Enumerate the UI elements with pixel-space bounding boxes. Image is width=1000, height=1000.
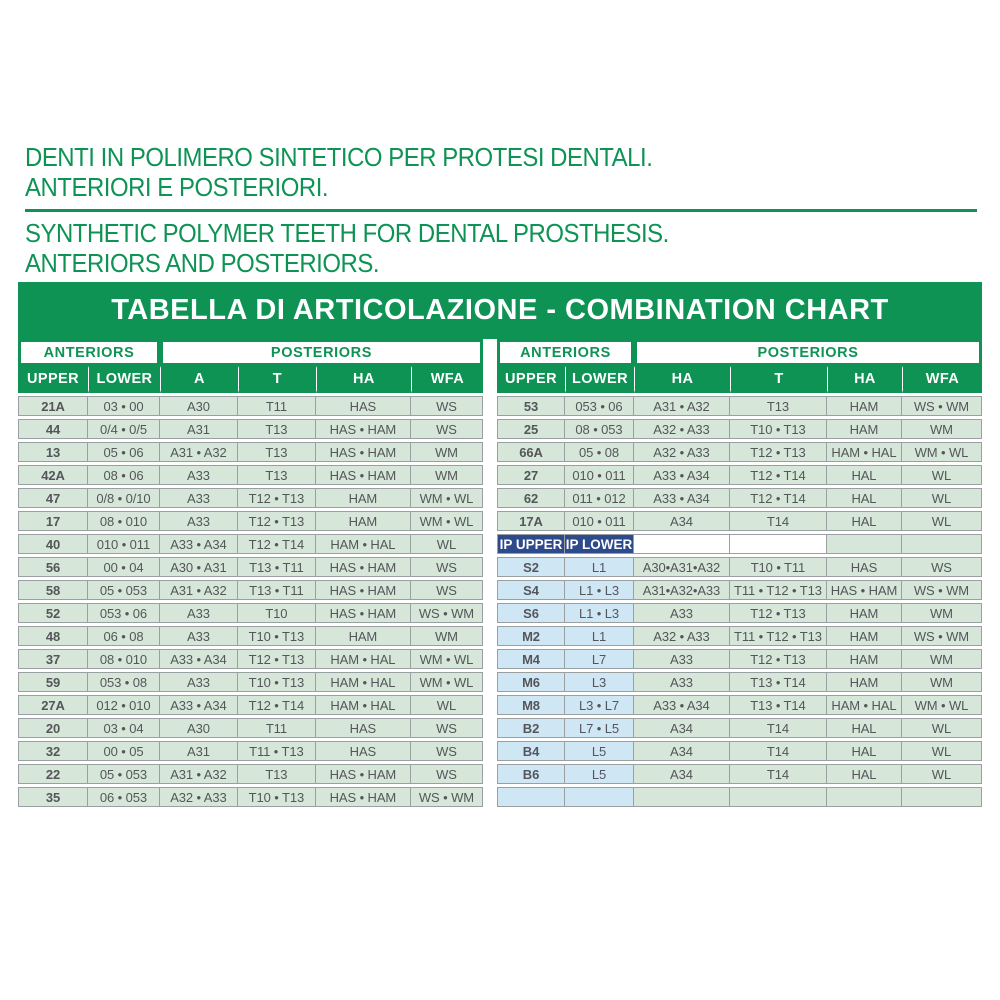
data-cell: A32 • A33 <box>634 626 730 646</box>
row-label-cell: 58 <box>18 580 88 600</box>
data-cell: 053 • 06 <box>88 603 160 623</box>
row-label-cell: 40 <box>18 534 88 554</box>
data-cell: HAM <box>827 603 902 623</box>
data-cell: WL <box>902 764 982 784</box>
row-label-cell: 52 <box>18 603 88 623</box>
row-label-cell: 35 <box>18 787 88 807</box>
data-cell: A32 • A33 <box>634 442 730 462</box>
col-header-upper: UPPER <box>18 366 88 393</box>
row-label-cell: M4 <box>497 649 565 669</box>
data-cell: A30 • A31 <box>160 557 238 577</box>
data-cell: HAS <box>316 718 411 738</box>
col-header-wfa: WFA <box>411 366 483 393</box>
row-label-cell: 27 <box>497 465 565 485</box>
data-cell: A33 <box>160 603 238 623</box>
data-cell: 010 • 011 <box>88 534 160 554</box>
data-cell: HAM <box>827 626 902 646</box>
right-table-body <box>497 393 982 810</box>
data-cell: A31 • A32 <box>160 580 238 600</box>
data-cell: T13 <box>238 764 316 784</box>
data-cell: T12 • T13 <box>238 649 316 669</box>
table-row <box>18 695 483 715</box>
data-cell: WS • WM <box>411 603 483 623</box>
table-row <box>497 603 982 623</box>
data-cell: T14 <box>730 741 827 761</box>
row-label-cell: S4 <box>497 580 565 600</box>
table-row <box>18 626 483 646</box>
row-label-cell: S6 <box>497 603 565 623</box>
data-cell: L1 <box>565 626 634 646</box>
data-cell: A33 • A34 <box>160 534 238 554</box>
data-cell: HAM • HAL <box>316 534 411 554</box>
combination-chart <box>18 282 982 810</box>
data-cell: HAS <box>316 741 411 761</box>
data-cell <box>634 534 730 554</box>
data-cell: HAS • HAM <box>316 465 411 485</box>
data-cell: WS <box>411 764 483 784</box>
data-cell <box>827 787 902 807</box>
group-header-posteriors: POSTERIORS <box>160 339 483 366</box>
left-table <box>18 339 483 810</box>
table-row <box>497 626 982 646</box>
table-row <box>497 764 982 784</box>
data-cell: HAM <box>827 396 902 416</box>
data-cell: WS • WM <box>902 626 982 646</box>
data-cell: HAL <box>827 741 902 761</box>
group-header-anteriors: ANTERIORS <box>18 339 160 366</box>
data-cell: A33 <box>160 672 238 692</box>
right-table <box>497 339 982 810</box>
data-cell: HAM <box>827 672 902 692</box>
table-row <box>18 488 483 508</box>
col-header-lower: LOWER <box>88 366 160 393</box>
data-cell: HAS <box>827 557 902 577</box>
data-cell: A33 • A34 <box>160 695 238 715</box>
row-label-cell: 17 <box>18 511 88 531</box>
row-label-cell: 32 <box>18 741 88 761</box>
data-cell: L7 <box>565 649 634 669</box>
data-cell: HAL <box>827 465 902 485</box>
divider-line <box>25 209 977 212</box>
table-row <box>497 442 982 462</box>
data-cell: WM <box>411 442 483 462</box>
table-row <box>18 672 483 692</box>
data-cell: 00 • 04 <box>88 557 160 577</box>
data-cell: 08 • 053 <box>565 419 634 439</box>
data-cell: T10 • T13 <box>238 626 316 646</box>
data-cell <box>730 534 827 554</box>
heading-english-line1: SYNTHETIC POLYMER TEETH FOR DENTAL PROSTHESIS. <box>25 218 669 248</box>
row-label-cell: 59 <box>18 672 88 692</box>
table-row <box>497 511 982 531</box>
row-label-cell: 20 <box>18 718 88 738</box>
data-cell: A33 <box>634 672 730 692</box>
data-cell: HAS • HAM <box>316 603 411 623</box>
data-cell: HAL <box>827 488 902 508</box>
data-cell: WM • WL <box>902 695 982 715</box>
data-cell: 05 • 06 <box>88 442 160 462</box>
data-cell: HAL <box>827 511 902 531</box>
data-cell <box>730 787 827 807</box>
data-cell: A30•A31•A32 <box>634 557 730 577</box>
data-cell: L1 • L3 <box>565 580 634 600</box>
table-row <box>497 718 982 738</box>
row-label-cell: 53 <box>497 396 565 416</box>
data-cell: T13 • T11 <box>238 580 316 600</box>
table-row <box>497 419 982 439</box>
data-cell: WS <box>902 557 982 577</box>
data-cell <box>902 534 982 554</box>
row-label-cell: 62 <box>497 488 565 508</box>
data-cell: A33 <box>160 488 238 508</box>
data-cell: HAM • HAL <box>827 695 902 715</box>
data-cell: L3 <box>565 672 634 692</box>
data-cell: T12 • T13 <box>238 488 316 508</box>
heading-english-line2: ANTERIORS AND POSTERIORS. <box>25 248 380 278</box>
data-cell: A34 <box>634 511 730 531</box>
data-cell: WM • WL <box>411 511 483 531</box>
data-cell: T13 • T11 <box>238 557 316 577</box>
table-row <box>18 465 483 485</box>
row-label-cell: IP UPPER <box>497 534 565 554</box>
data-cell: T13 <box>238 442 316 462</box>
row-label-cell: 27A <box>18 695 88 715</box>
data-cell: WL <box>411 534 483 554</box>
table-row <box>18 419 483 439</box>
table-row <box>18 649 483 669</box>
data-cell: T14 <box>730 718 827 738</box>
data-cell: 00 • 05 <box>88 741 160 761</box>
data-cell: HAS • HAM <box>316 419 411 439</box>
data-cell: L5 <box>565 764 634 784</box>
data-cell: T12 • T13 <box>730 649 827 669</box>
data-cell: T12 • T13 <box>730 442 827 462</box>
data-cell: T12 • T14 <box>730 465 827 485</box>
data-cell: WM <box>902 649 982 669</box>
row-label-cell: S2 <box>497 557 565 577</box>
data-cell: A32 • A33 <box>634 419 730 439</box>
data-cell: WS <box>411 419 483 439</box>
data-cell: 010 • 011 <box>565 511 634 531</box>
data-cell: 012 • 010 <box>88 695 160 715</box>
data-cell: WM <box>902 672 982 692</box>
table-row <box>497 465 982 485</box>
table-row <box>18 396 483 416</box>
data-cell: HAS <box>316 396 411 416</box>
data-cell <box>902 787 982 807</box>
data-cell: A33 <box>160 511 238 531</box>
data-cell: A31•A32•A33 <box>634 580 730 600</box>
data-cell: A34 <box>634 741 730 761</box>
data-cell: A33 • A34 <box>634 488 730 508</box>
data-cell: A33 <box>634 603 730 623</box>
table-row <box>18 442 483 462</box>
left-table-body <box>18 393 483 810</box>
data-cell: T13 <box>238 465 316 485</box>
data-cell: T11 • T13 <box>238 741 316 761</box>
data-cell: T12 • T13 <box>730 603 827 623</box>
data-cell: A33 <box>160 626 238 646</box>
data-cell <box>565 787 634 807</box>
data-cell: WS <box>411 580 483 600</box>
data-cell: T10 • T13 <box>730 419 827 439</box>
data-cell: A33 • A34 <box>160 649 238 669</box>
data-cell: WS <box>411 741 483 761</box>
table-row <box>18 718 483 738</box>
data-cell: HAM • HAL <box>316 695 411 715</box>
data-cell: HAM <box>827 649 902 669</box>
row-label-cell: M8 <box>497 695 565 715</box>
data-cell: HAM • HAL <box>827 442 902 462</box>
data-cell: 03 • 00 <box>88 396 160 416</box>
col-header-a: A <box>160 366 238 393</box>
table-row <box>497 787 982 807</box>
data-cell: HAM <box>316 488 411 508</box>
col-header-wfa: WFA <box>902 366 982 393</box>
data-cell: T13 • T14 <box>730 672 827 692</box>
data-cell: A32 • A33 <box>160 787 238 807</box>
data-cell: WM <box>411 465 483 485</box>
data-cell: WL <box>902 741 982 761</box>
data-cell: WM • WL <box>411 672 483 692</box>
page-headings <box>25 142 982 278</box>
data-cell: IP LOWER <box>565 534 634 554</box>
data-cell: 0/4 • 0/5 <box>88 419 160 439</box>
group-header-anteriors: ANTERIORS <box>497 339 634 366</box>
data-cell: T10 • T11 <box>730 557 827 577</box>
table-row <box>497 741 982 761</box>
table-row <box>497 672 982 692</box>
data-cell: T14 <box>730 764 827 784</box>
data-cell: WS • WM <box>411 787 483 807</box>
data-cell: A30 <box>160 396 238 416</box>
right-table-header <box>497 339 982 393</box>
data-cell: WS • WM <box>902 580 982 600</box>
data-cell: HAS • HAM <box>316 787 411 807</box>
data-cell: 05 • 053 <box>88 764 160 784</box>
data-cell: HAM <box>827 419 902 439</box>
row-label-cell: B6 <box>497 764 565 784</box>
data-cell: T11 • T12 • T13 <box>730 626 827 646</box>
data-cell: 05 • 08 <box>565 442 634 462</box>
data-cell: 08 • 06 <box>88 465 160 485</box>
data-cell: L3 • L7 <box>565 695 634 715</box>
data-cell: 0/8 • 0/10 <box>88 488 160 508</box>
data-cell: T11 • T12 • T13 <box>730 580 827 600</box>
data-cell: HAS • HAM <box>316 764 411 784</box>
table-row <box>18 580 483 600</box>
data-cell: A34 <box>634 764 730 784</box>
data-cell: L1 • L3 <box>565 603 634 623</box>
table-row <box>18 534 483 554</box>
data-cell: HAL <box>827 718 902 738</box>
row-label-cell: B4 <box>497 741 565 761</box>
data-cell: WS • WM <box>902 396 982 416</box>
data-cell: WM <box>902 419 982 439</box>
row-label-cell: 22 <box>18 764 88 784</box>
data-cell: WL <box>411 695 483 715</box>
data-cell: T14 <box>730 511 827 531</box>
data-cell: WM • WL <box>902 442 982 462</box>
data-cell: 010 • 011 <box>565 465 634 485</box>
row-label-cell: 25 <box>497 419 565 439</box>
row-label-cell: 47 <box>18 488 88 508</box>
data-cell: A31 <box>160 419 238 439</box>
data-cell: T13 <box>238 419 316 439</box>
col-header-t: T <box>238 366 316 393</box>
data-cell: WL <box>902 488 982 508</box>
data-cell: A31 • A32 <box>160 442 238 462</box>
chart-tables <box>18 339 982 810</box>
column-header-row <box>497 366 982 393</box>
data-cell: T12 • T14 <box>238 534 316 554</box>
row-label-cell: 37 <box>18 649 88 669</box>
row-label-cell: 48 <box>18 626 88 646</box>
data-cell: WL <box>902 718 982 738</box>
row-label-cell: 42A <box>18 465 88 485</box>
data-cell: 06 • 053 <box>88 787 160 807</box>
data-cell: WS <box>411 557 483 577</box>
data-cell: HAS • HAM <box>316 557 411 577</box>
table-row <box>18 511 483 531</box>
data-cell: T12 • T13 <box>238 511 316 531</box>
data-cell: A33 <box>160 465 238 485</box>
group-header-row <box>497 339 982 366</box>
data-cell: 05 • 053 <box>88 580 160 600</box>
group-header-row <box>18 339 483 366</box>
data-cell: A31 • A32 <box>160 764 238 784</box>
heading-italian-line2: ANTERIORI E POSTERIORI. <box>25 172 329 202</box>
row-label-cell: 56 <box>18 557 88 577</box>
row-label-cell: 17A <box>497 511 565 531</box>
data-cell: 08 • 010 <box>88 511 160 531</box>
data-cell: HAS • HAM <box>827 580 902 600</box>
data-cell: T13 • T14 <box>730 695 827 715</box>
data-cell: L5 <box>565 741 634 761</box>
row-label-cell: 44 <box>18 419 88 439</box>
col-header-ha-2: HA <box>827 366 902 393</box>
table-row <box>497 557 982 577</box>
data-cell: A33 <box>634 649 730 669</box>
row-label-cell: 21A <box>18 396 88 416</box>
row-label-cell: M6 <box>497 672 565 692</box>
left-table-header <box>18 339 483 393</box>
table-row <box>18 787 483 807</box>
col-header-lower: LOWER <box>565 366 634 393</box>
data-cell: L1 <box>565 557 634 577</box>
data-cell: T12 • T14 <box>730 488 827 508</box>
data-cell: A33 • A34 <box>634 465 730 485</box>
col-header-ha: HA <box>316 366 411 393</box>
col-header-upper: UPPER <box>497 366 565 393</box>
data-cell: HAM • HAL <box>316 649 411 669</box>
data-cell: T12 • T14 <box>238 695 316 715</box>
data-cell: HAS • HAM <box>316 580 411 600</box>
data-cell: HAS • HAM <box>316 442 411 462</box>
table-row <box>497 649 982 669</box>
data-cell: WM <box>411 626 483 646</box>
data-cell: WM <box>902 603 982 623</box>
chart-title-banner <box>18 282 982 339</box>
data-cell: 011 • 012 <box>565 488 634 508</box>
data-cell: 03 • 04 <box>88 718 160 738</box>
data-cell: WS <box>411 718 483 738</box>
heading-italian <box>25 142 905 202</box>
row-label-cell: M2 <box>497 626 565 646</box>
data-cell: HAM • HAL <box>316 672 411 692</box>
col-header-t: T <box>730 366 827 393</box>
heading-english <box>25 218 905 278</box>
data-cell: 053 • 06 <box>565 396 634 416</box>
row-label-cell: 66A <box>497 442 565 462</box>
data-cell: HAM <box>316 511 411 531</box>
table-row <box>18 603 483 623</box>
row-label-cell <box>497 787 565 807</box>
data-cell: WS <box>411 396 483 416</box>
data-cell: 053 • 08 <box>88 672 160 692</box>
data-cell: HAL <box>827 764 902 784</box>
data-cell: A34 <box>634 718 730 738</box>
data-cell: 06 • 08 <box>88 626 160 646</box>
table-row <box>497 580 982 600</box>
data-cell: T10 • T13 <box>238 787 316 807</box>
data-cell: 08 • 010 <box>88 649 160 669</box>
table-row <box>18 764 483 784</box>
table-row <box>497 396 982 416</box>
data-cell: L7 • L5 <box>565 718 634 738</box>
row-label-cell: 13 <box>18 442 88 462</box>
table-row <box>497 695 982 715</box>
data-cell: T10 <box>238 603 316 623</box>
col-header-ha-1: HA <box>634 366 730 393</box>
table-row <box>497 488 982 508</box>
data-cell: WM • WL <box>411 649 483 669</box>
column-header-row <box>18 366 483 393</box>
data-cell: A30 <box>160 718 238 738</box>
data-cell: T11 <box>238 718 316 738</box>
data-cell <box>827 534 902 554</box>
data-cell: A33 • A34 <box>634 695 730 715</box>
heading-italian-line1: DENTI IN POLIMERO SINTETICO PER PROTESI DENTALI. <box>25 142 653 172</box>
data-cell: HAM <box>316 626 411 646</box>
table-row <box>497 534 982 554</box>
row-label-cell: B2 <box>497 718 565 738</box>
data-cell: T11 <box>238 396 316 416</box>
data-cell: A31 • A32 <box>634 396 730 416</box>
table-row <box>18 741 483 761</box>
data-cell <box>634 787 730 807</box>
data-cell: T13 <box>730 396 827 416</box>
data-cell: T10 • T13 <box>238 672 316 692</box>
group-header-posteriors: POSTERIORS <box>634 339 982 366</box>
data-cell: WL <box>902 465 982 485</box>
table-row <box>18 557 483 577</box>
data-cell: WL <box>902 511 982 531</box>
data-cell: WM • WL <box>411 488 483 508</box>
data-cell: A31 <box>160 741 238 761</box>
chart-title: TABELLA DI ARTICOLAZIONE - COMBINATION CHART <box>111 294 889 326</box>
